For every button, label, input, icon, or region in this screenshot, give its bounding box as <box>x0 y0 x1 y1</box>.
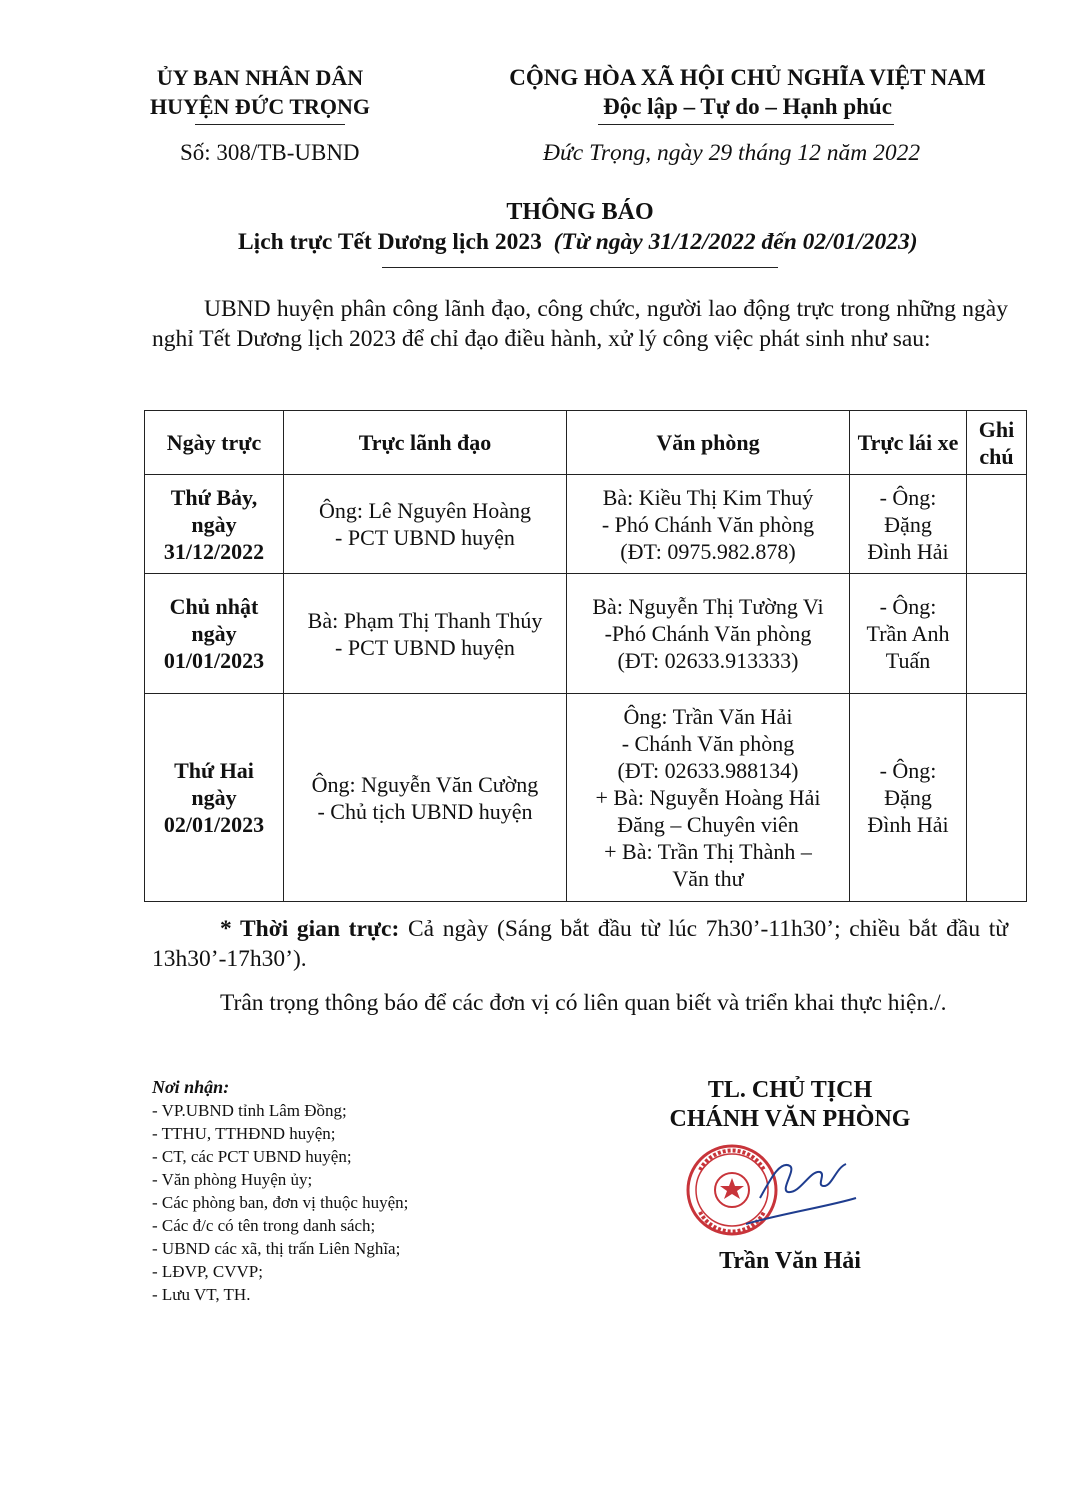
closing-paragraph: Trân trọng thông báo để các đơn vị có liên quan biết và triển khai thực hiện./. <box>220 990 947 1016</box>
duty-schedule-table <box>144 410 1027 902</box>
driver-text: Đặng <box>884 511 932 537</box>
day-cell <box>145 475 284 574</box>
signer-title-line-1: TL. CHỦ TỊCH <box>707 1077 873 1103</box>
notice-subtitle <box>238 229 918 256</box>
day-text: Thứ Bảy, <box>170 484 258 510</box>
list-item: - Các phòng ban, đơn vị thuộc huyện; <box>152 1193 409 1212</box>
office-text: + Bà: Trần Thị Thành – <box>604 839 812 864</box>
office-text: - Phó Chánh Văn phòng <box>601 511 815 537</box>
day-text: 02/01/2023 <box>163 812 265 837</box>
driver-text: - Ông: <box>879 484 937 510</box>
driver-cell <box>850 574 967 694</box>
list-item: - CT, các PCT UBND huyện; <box>152 1147 352 1166</box>
day-text: ngày <box>191 621 237 646</box>
office-cell <box>567 574 850 694</box>
list-item: - LĐVP, CVVP; <box>152 1262 263 1281</box>
header-note: Ghi chú <box>967 411 1027 475</box>
duty-time-text: Cả ngày (Sáng bắt đầu từ lúc 7h30’-11h30’; chiều bắt đầu từ 13h30’-17h30’). <box>152 916 1009 972</box>
place-date: Đức Trọng, ngày 29 tháng 12 năm 2022 <box>543 140 921 166</box>
document-number: Số: 308/TB-UBND <box>180 140 360 165</box>
list-item: - VP.UBND tỉnh Lâm Đồng; <box>152 1101 347 1120</box>
leader-text: - PCT UBND huyện <box>335 634 515 660</box>
day-text: 01/01/2023 <box>163 648 265 673</box>
agency-line-2: HUYỆN ĐỨC TRỌNG <box>149 94 370 119</box>
day-text: ngày <box>191 785 237 810</box>
subtitle-text: Lịch trực Tết Dương lịch 2023 <box>238 229 542 255</box>
driver-text: - Ông: <box>879 758 937 783</box>
office-text: (ĐT: 02633.988134) <box>617 758 799 783</box>
office-text: Ông: Trần Văn Hải <box>623 704 793 729</box>
list-item: - TTHU, TTHĐND huyện; <box>152 1124 336 1143</box>
signer-title <box>640 1076 940 1134</box>
title-underline <box>382 267 778 268</box>
signer-title-line-2: CHÁNH VĂN PHÒNG <box>669 1106 911 1132</box>
office-text: - Chánh Văn phòng <box>621 731 795 756</box>
list-item: - Các đ/c có tên trong danh sách; <box>152 1216 376 1235</box>
office-text: (ĐT: 0975.982.878) <box>620 538 796 564</box>
nation-line-2: Độc lập – Tự do – Hạnh phúc <box>603 94 892 119</box>
leader-text: Ông: Lê Nguyên Hoàng <box>318 498 531 523</box>
day-cell <box>145 694 284 902</box>
table-row <box>145 574 1027 694</box>
driver-cell <box>850 694 967 902</box>
leader-cell <box>284 574 567 694</box>
agency-underline <box>195 124 345 125</box>
office-text: Đăng – Chuyên viên <box>617 812 799 837</box>
intro-paragraph: UBND huyện phân công lãnh đạo, công chức, người lao động trực trong những ngày nghỉ Tết Dương lịch 2023 để chỉ đạo điều hành, xử lý công việc phát sinh như sau: <box>152 296 1008 352</box>
nation-motto-block <box>480 63 1015 121</box>
list-item: - Văn phòng Huyện ủy; <box>152 1170 313 1189</box>
driver-text: Đình Hải <box>867 812 949 837</box>
table-header-row <box>145 411 1027 475</box>
notice-title: THÔNG BÁO <box>506 199 654 225</box>
motto-underline <box>598 124 894 125</box>
office-text: + Bà: Nguyễn Hoàng Hải <box>595 785 821 810</box>
day-cell <box>145 574 284 694</box>
day-text: Thứ Hai <box>174 758 254 783</box>
day-text: 31/12/2022 <box>163 538 265 564</box>
driver-text: Đặng <box>884 785 932 810</box>
header-driver: Trực lái xe <box>850 411 967 475</box>
leader-text: Bà: Phạm Thị Thanh Thúy <box>307 607 543 633</box>
office-text: -Phó Chánh Văn phòng <box>604 621 812 646</box>
list-item: - Lưu VT, TH. <box>152 1285 251 1304</box>
office-cell <box>567 694 850 902</box>
leader-text: Ông: Nguyễn Văn Cường <box>311 771 539 797</box>
duty-time-paragraph <box>152 914 1008 974</box>
signer-name: Trần Văn Hải <box>719 1248 861 1274</box>
day-text: ngày <box>191 511 237 537</box>
note-cell <box>967 574 1027 694</box>
agency-line-1: ỦY BAN NHÂN DÂN <box>156 65 364 90</box>
header-leader: Trực lãnh đạo <box>284 411 567 475</box>
leader-cell <box>284 694 567 902</box>
office-text: Văn thư <box>672 866 744 891</box>
table-row <box>145 475 1027 574</box>
header-office: Văn phòng <box>567 411 850 475</box>
office-text: Bà: Nguyễn Thị Tường Vi <box>592 594 824 619</box>
driver-text: Tuấn <box>885 648 931 673</box>
leader-cell <box>284 475 567 574</box>
header-day: Ngày trực <box>145 411 284 475</box>
note-cell <box>967 475 1027 574</box>
office-cell <box>567 475 850 574</box>
subtitle-date-range: (Từ ngày 31/12/2022 đến 02/01/2023) <box>553 229 918 255</box>
table-row <box>145 694 1027 902</box>
recipients-block <box>152 1076 408 1306</box>
leader-text: - Chủ tịch UBND huyện <box>317 798 533 824</box>
day-text: Chủ nhật <box>169 594 259 619</box>
office-text: Bà: Kiều Thị Kim Thuý <box>602 484 814 510</box>
official-seal-and-signature <box>660 1140 880 1250</box>
driver-cell <box>850 475 967 574</box>
note-cell <box>967 694 1027 902</box>
recipients-title: Nơi nhận: <box>152 1077 230 1097</box>
leader-text: - PCT UBND huyện <box>335 525 515 550</box>
list-item: - UBND các xã, thị trấn Liên Nghĩa; <box>152 1239 401 1258</box>
driver-text: - Ông: <box>879 594 937 619</box>
office-text: (ĐT: 02633.913333) <box>617 648 799 673</box>
nation-line-1: CỘNG HÒA XÃ HỘI CHỦ NGHĨA VIỆT NAM <box>509 65 986 90</box>
duty-time-label: * Thời gian trực: <box>220 916 400 942</box>
driver-text: Trần Anh <box>866 621 950 646</box>
agency-name-block <box>130 63 390 121</box>
red-stamp-icon <box>688 1146 776 1234</box>
driver-text: Đình Hải <box>867 538 949 564</box>
